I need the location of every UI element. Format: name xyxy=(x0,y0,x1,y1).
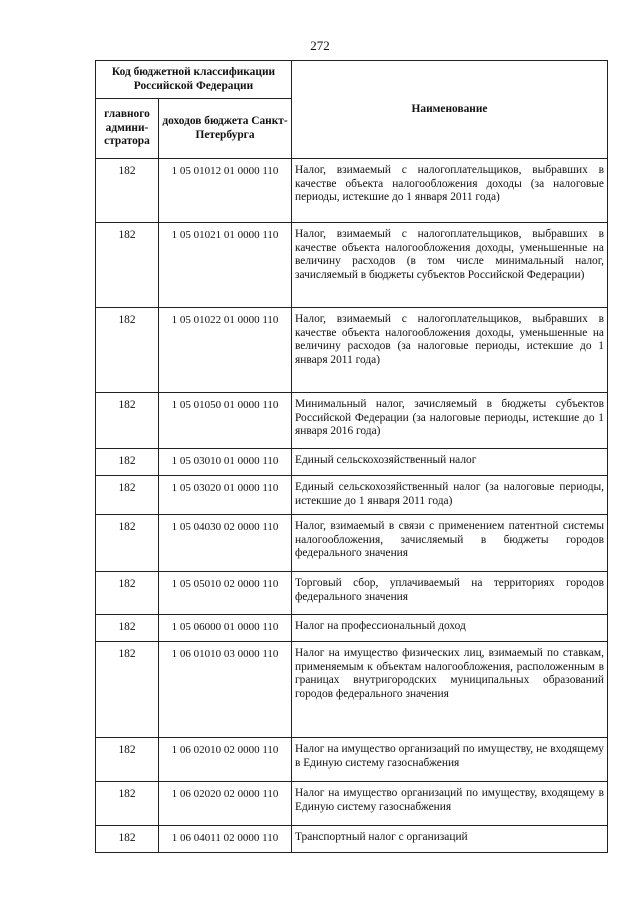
table-row xyxy=(96,393,608,449)
admin-code: 182 xyxy=(96,782,159,826)
income-code: 1 06 02010 02 0000 110 xyxy=(159,738,292,782)
income-name: Налог на имущество организаций по имуществу, входящему в Единую систему газоснабжения xyxy=(292,782,608,826)
income-name: Налог, взимаемый с налогоплательщиков, выбравших в качестве объекта налогообложения доходы, уменьшенные на величину расходов (в том числе минимальный налог, зачисляемый в бюджеты субъектов Российской Федерации) xyxy=(292,223,608,308)
income-name: Единый сельскохозяйственный налог xyxy=(292,449,608,476)
table-row xyxy=(96,159,608,223)
admin-code: 182 xyxy=(96,308,159,393)
table-row xyxy=(96,223,608,308)
table-row xyxy=(96,308,608,393)
admin-code: 182 xyxy=(96,826,159,853)
income-code: 1 05 01022 01 0000 110 xyxy=(159,308,292,393)
income-code: 1 05 01050 01 0000 110 xyxy=(159,393,292,449)
income-code: 1 05 04030 02 0000 110 xyxy=(159,515,292,572)
header-group: Код бюджетной классификации Российской Федерации xyxy=(96,61,292,99)
income-code: 1 06 02020 02 0000 110 xyxy=(159,782,292,826)
header-name: Наименование xyxy=(292,61,608,159)
income-name: Минимальный налог, зачисляемый в бюджеты субъектов Российской Федерации (за налоговые периоды, истекшие до 1 января 2016 года) xyxy=(292,393,608,449)
income-code: 1 05 01021 01 0000 110 xyxy=(159,223,292,308)
admin-code: 182 xyxy=(96,159,159,223)
admin-code: 182 xyxy=(96,738,159,782)
income-code: 1 06 01010 03 0000 110 xyxy=(159,642,292,738)
income-name: Налог, взимаемый с налогоплательщиков, выбравших в качестве объекта налогообложения доходы, уменьшенные на величину расходов (за налоговые периоды, истекшие до 1 января 2011 года) xyxy=(292,308,608,393)
table-row xyxy=(96,642,608,738)
table-row xyxy=(96,449,608,476)
page-number: 272 xyxy=(310,38,330,53)
income-name: Налог на профессиональный доход xyxy=(292,615,608,642)
income-name: Налог, взимаемый в связи с применением патентной системы налогообложения, зачисляемый в бюджеты городов федерального значения xyxy=(292,515,608,572)
admin-code: 182 xyxy=(96,449,159,476)
table-row xyxy=(96,615,608,642)
admin-code: 182 xyxy=(96,572,159,615)
admin-code: 182 xyxy=(96,615,159,642)
table-row xyxy=(96,782,608,826)
header-admin: главного админи-стратора xyxy=(96,99,159,159)
income-code: 1 05 05010 02 0000 110 xyxy=(159,572,292,615)
income-code: 1 05 06000 01 0000 110 xyxy=(159,615,292,642)
income-name: Налог, взимаемый с налогоплательщиков, выбравших в качестве объекта налогообложения доходы (за налоговые периоды, истекшие до 1 января 2011 года) xyxy=(292,159,608,223)
income-name: Налог на имущество организаций по имуществу, не входящему в Единую систему газоснабжения xyxy=(292,738,608,782)
table-row xyxy=(96,572,608,615)
income-code: 1 05 01012 01 0000 110 xyxy=(159,159,292,223)
income-code: 1 05 03010 01 0000 110 xyxy=(159,449,292,476)
header-code: доходов бюджета Санкт-Петербурга xyxy=(159,99,292,159)
income-name: Единый сельскохозяйственный налог (за налоговые периоды, истекшие до 1 января 2011 года) xyxy=(292,476,608,515)
admin-code: 182 xyxy=(96,393,159,449)
table-row xyxy=(96,826,608,853)
admin-code: 182 xyxy=(96,515,159,572)
admin-code: 182 xyxy=(96,642,159,738)
income-name: Транспортный налог с организаций xyxy=(292,826,608,853)
table-row xyxy=(96,476,608,515)
admin-code: 182 xyxy=(96,476,159,515)
income-code: 1 06 04011 02 0000 110 xyxy=(159,826,292,853)
table-row xyxy=(96,515,608,572)
income-name: Налог на имущество физических лиц, взимаемый по ставкам, применяемым к объектам налогообложения, расположенным в границах внутригородских муниципальных образований городов федерального значения xyxy=(292,642,608,738)
budget-classification-table xyxy=(95,60,608,853)
income-name: Торговый сбор, уплачиваемый на территориях городов федерального значения xyxy=(292,572,608,615)
admin-code: 182 xyxy=(96,223,159,308)
income-code: 1 05 03020 01 0000 110 xyxy=(159,476,292,515)
table-row xyxy=(96,738,608,782)
